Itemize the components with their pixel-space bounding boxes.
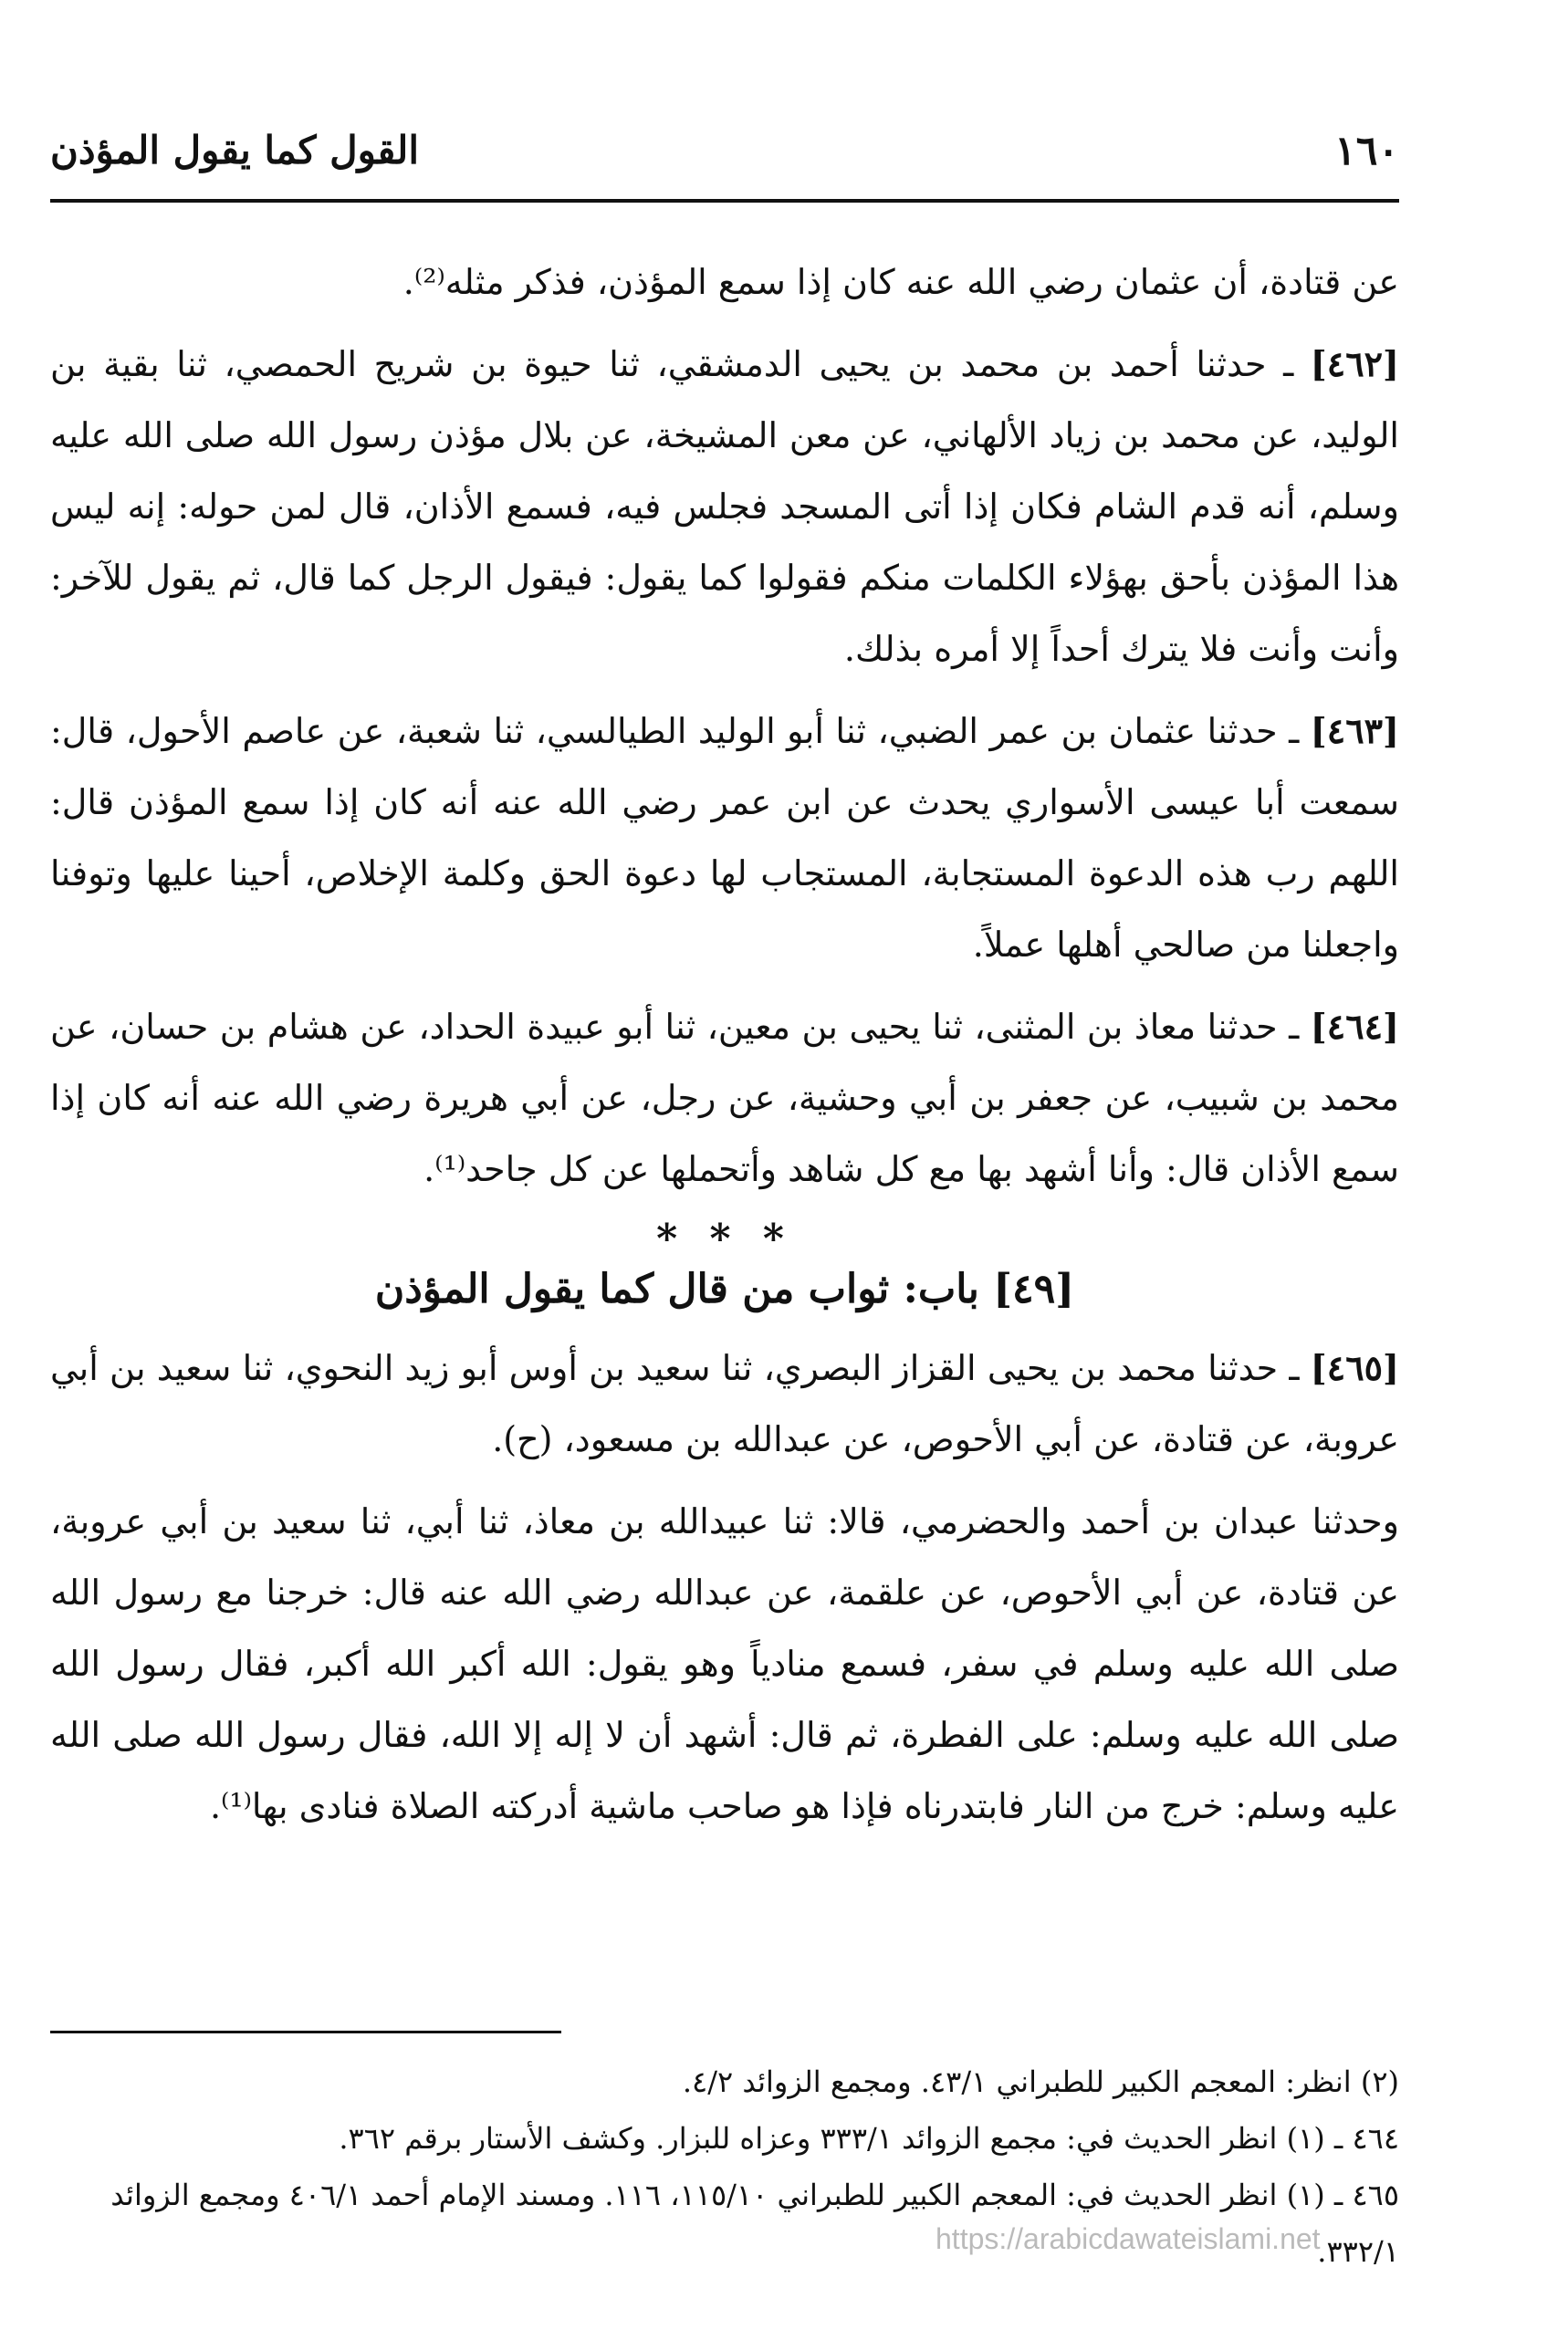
chapter-heading: [٤٩] باب: ثواب من قال كما يقول المؤذن <box>374 1266 1075 1312</box>
running-title: القول كما يقول المؤذن <box>50 128 420 172</box>
hadith-464 <box>50 991 1399 1205</box>
hadith-text: ـ حدثنا معاذ بن المثنى، ثنا يحيى بن معين، ثنا أبو عبيدة الحداد، عن هشام بن حسان، عن محمد بن شبيب، عن جعفر بن أبي وحشية، عن رجل، عن أبي هريرة رضي الله عنه أنه كان إذا سمع الأذان قال: وأنا أشهد بها مع كل شاهد وأتحملها عن كل جاحد⁽¹⁾. <box>50 1007 1399 1189</box>
hadith-number: [٤٦٣] <box>1310 710 1399 751</box>
footnote: ٤٦٥ ـ (١) انظر الحديث في: المعجم الكبير للطبراني ١١٥/١٠، ١١٦. ومسند الإمام أحمد ٤٠٦/١ ومجمع الزوائد ٣٣٢/١. <box>110 2178 1399 2269</box>
hadith-463 <box>50 695 1399 980</box>
footnote-rule <box>50 2031 561 2033</box>
hadith-number: [٤٦٤] <box>1310 1006 1399 1047</box>
hadith-text: ـ حدثنا عثمان بن عمر الضبي، ثنا أبو الوليد الطيالسي، ثنا شعبة، عن عاصم الأحول، قال: سمعت أبا عيسى الأسواري يحدث عن ابن عمر رضي الله عنه أنه كان إذا سمع المؤذن قال: اللهم رب هذه الدعوة المستجابة، المستجاب لها دعوة الحق وكلمة الإخلاص، أحينا عليها وتوفنا واجعلنا من صالحي أهلها عملاً. <box>50 711 1399 965</box>
watermark-url: https://arabicdawateislami.net <box>936 2222 1321 2255</box>
hadith-number: [٤٦٢] <box>1310 343 1399 384</box>
hadith-text: ـ حدثنا محمد بن يحيى القزاز البصري، ثنا سعيد بن أوس أبو زيد النحوي، ثنا سعيد بن أبي عروبة، عن قتادة، عن أبي الأحوص، عن عبدالله بن مسعود، (ح). <box>50 1348 1399 1459</box>
hadith-text: ـ حدثنا أحمد بن محمد بن يحيى الدمشقي، ثنا حيوة بن شريح الحمصي، ثنا بقية بن الوليد، عن محمد بن زياد الألهاني، عن معن المشيخة، عن بلال مؤذن رسول الله صلى الله عليه وسلم، أنه قدم الشام فكان إذا أتى المسجد فجلس فيه، فسمع الأذان، قال لمن حوله: إنه ليس هذا المؤذن بأحق بهؤلاء الكلمات منكم فقولوا كما يقول: فيقول الرجل كما قال، ثم يقول للآخر: وأنت وأنت فلا يترك أحداً إلا أمره بذلك. <box>50 344 1399 669</box>
hadith-number: [٤٦٥] <box>1310 1347 1399 1388</box>
paragraph-intro: عن قتادة، أن عثمان رضي الله عنه كان إذا سمع المؤذن، فذكر مثله⁽²⁾. <box>402 262 1399 302</box>
page-body <box>50 246 1399 1853</box>
page-number: ١٦٠ <box>1334 128 1399 174</box>
page-header <box>50 128 1399 201</box>
hadith-462 <box>50 329 1399 684</box>
hadith-465-continued: وحدثنا عبدان بن أحمد والحضرمي، قالا: ثنا عبيدالله بن معاذ، ثنا أبي، ثنا سعيد بن أبي عروبة، عن قتادة، عن أبي الأحوص، عن علقمة، عن عبدالله رضي الله عنه قال: خرجنا مع رسول الله صلى الله عليه وسلم في سفر، فسمع منادياً وهو يقول: الله أكبر الله أكبر، فقال رسول الله صلى الله عليه وسلم: على الفطرة، ثم قال: أشهد أن لا إله إلا الله، فقال رسول الله صلى الله عليه وسلم: خرج من النار فابتدرناه فإذا هو صاحب ماشية أدركته الصلاة فنادى بها⁽¹⁾. <box>50 1501 1399 1826</box>
header-rule <box>50 199 1399 203</box>
footnote: ٤٦٤ ـ (١) انظر الحديث في: مجمع الزوائد ٣٣٣/١ وعزاه للبزار. وكشف الأستار برقم ٣٦٢. <box>339 2121 1399 2156</box>
section-separator: * * * <box>656 1216 793 1262</box>
hadith-465 <box>50 1332 1399 1475</box>
footnote: (٢) انظر: المعجم الكبير للطبراني ٤٣/١. ومجمع الزوائد ٤/٢. <box>682 2064 1399 2099</box>
